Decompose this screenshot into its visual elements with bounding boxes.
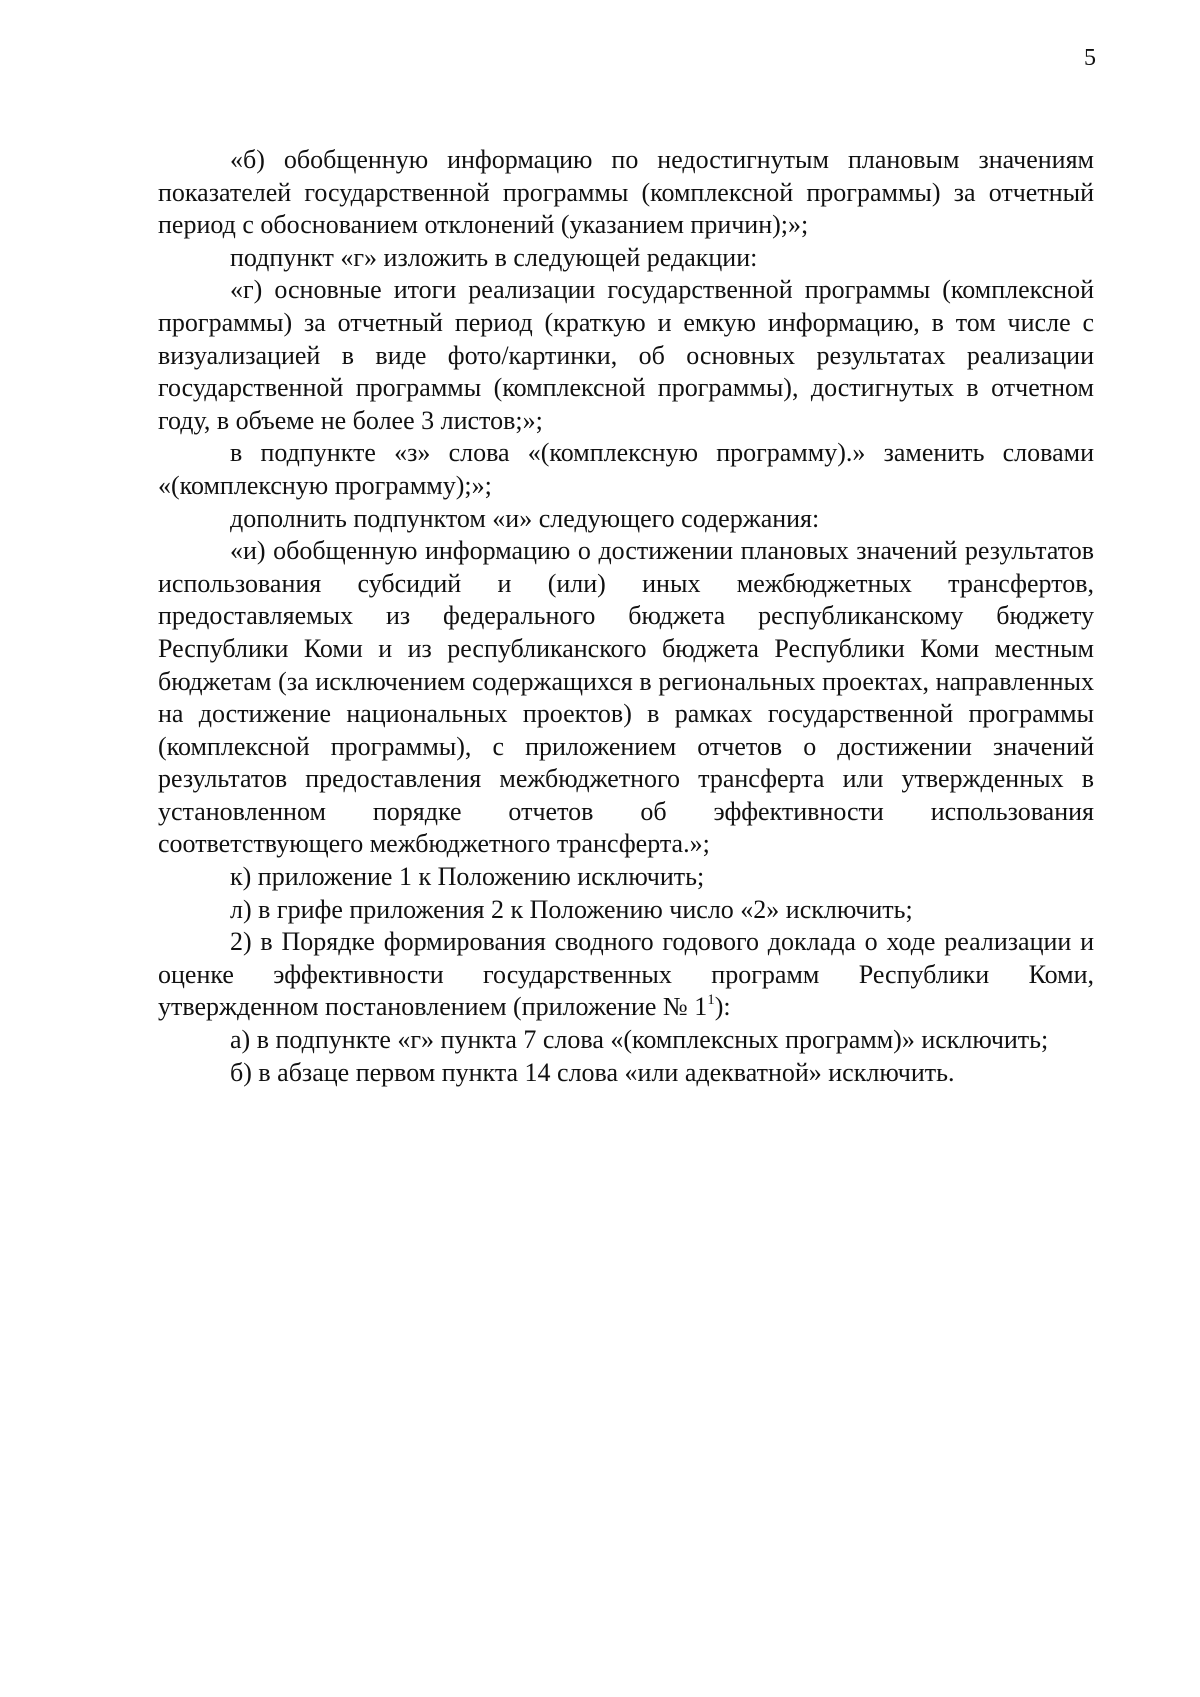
paragraph: в подпункте «з» слова «(комплексную программу).» заменить словами «(комплексную программу);»; bbox=[158, 438, 1094, 500]
paragraph-tail: ): bbox=[714, 992, 731, 1022]
paragraph: к) приложение 1 к Положению исключить; bbox=[230, 862, 705, 892]
paragraph: подпункт «г» изложить в следующей редакции: bbox=[230, 242, 758, 272]
paragraph: б) в абзаце первом пункта 14 слова «или адекватной» исключить. bbox=[230, 1057, 955, 1087]
paragraph bbox=[158, 926, 1094, 1024]
paragraph: «и) обобщенную информацию о достижении плановых значений результатов использования субсидий и (или) иных межбюджетных трансфертов, предоставляемых из федерального бюджета республиканскому бюджету Республики Коми и из республиканского бюджета Республики Коми местным бюджетам (за исключением содержащихся в региональных проектах, направленных на достижение национальных проектов) в рамках государственной программы (комплексной программы), с приложением отчетов о достижении значений результатов предоставления межбюджетного трансферта или утвержденных в установленном порядке отчетов об эффективности использования соответствующего межбюджетного трансферта.»; bbox=[158, 536, 1094, 859]
document-body bbox=[158, 144, 1094, 1089]
paragraph: дополнить подпунктом «и» следующего содержания: bbox=[230, 503, 820, 533]
paragraph: «б) обобщенную информацию по недостигнутым плановым значениям показателей государственной программы (комплексной программы) за отчетный период с обоснованием отклонений (указанием причин);»; bbox=[158, 145, 1094, 240]
page-number: 5 bbox=[1084, 45, 1096, 71]
paragraph: а) в подпункте «г» пункта 7 слова «(комплексных программ)» исключить; bbox=[230, 1025, 1049, 1055]
paragraph: л) в грифе приложения 2 к Положению число «2» исключить; bbox=[230, 894, 913, 924]
paragraph: «г) основные итоги реализации государственной программы (комплексной программы) за отчетный период (краткую и емкую информацию, в том числе с визуализацией в виде фото/картинки, об основных результатах реализации государственной программы (комплексной программы), достигнутых в отчетном году, в объеме не более 3 листов;»; bbox=[158, 275, 1094, 435]
superscript: 1 bbox=[707, 992, 715, 1009]
paragraph-text: 2) в Порядке формирования сводного годового доклада о ходе реализации и оценке эффективности государственных программ Республики Коми, утвержденном постановлением (приложение № 1 bbox=[158, 927, 1094, 1022]
